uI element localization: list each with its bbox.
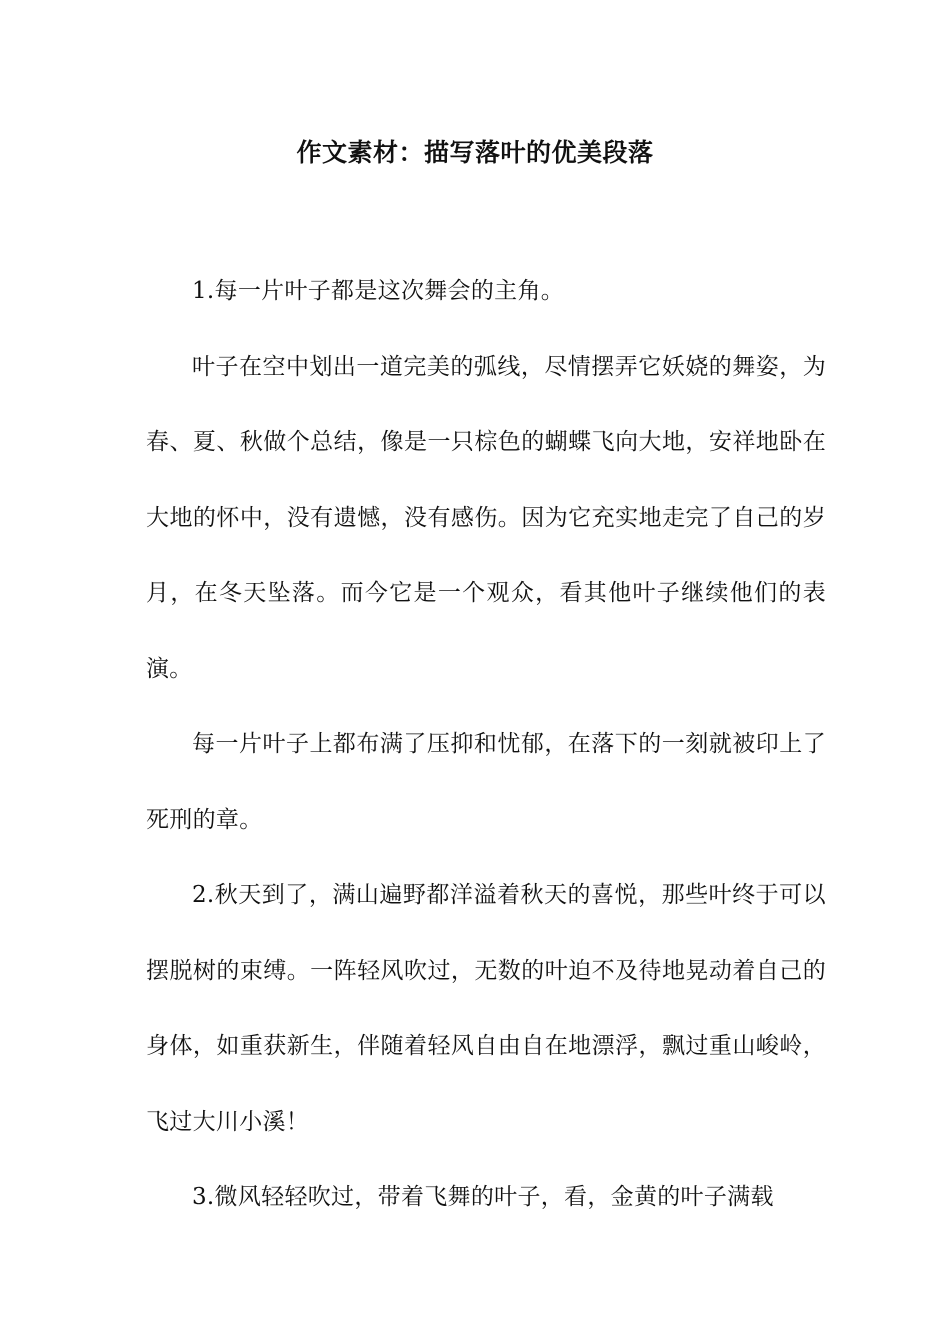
paragraph-1: 1.每一片叶子都是这次舞会的主角。 xyxy=(192,278,565,304)
document-title: 作文素材：描写落叶的优美段落 xyxy=(296,138,654,167)
document-body xyxy=(146,254,826,1236)
paragraph-2: 叶子在空中划出一道完美的弧线，尽情摆弄它妖娆的舞姿，为春、夏、秋做个总结，像是一只棕色的蝴蝶飞向大地，安祥地卧在大地的怀中，没有遗憾，没有感伤。因为它充实地走完了自己的岁月，在冬天坠落。而今它是一个观众，看其他叶子继续他们的表演。 xyxy=(146,353,826,682)
paragraph-3: 每一片叶子上都布满了压抑和忧郁，在落下的一刻就被印上了死刑的章。 xyxy=(146,731,826,833)
paragraph-5: 3.微风轻轻吹过，带着飞舞的叶子，看，金黄的叶子满载 xyxy=(192,1184,774,1210)
paragraph-4: 2.秋天到了，满山遍野都洋溢着秋天的喜悦，那些叶终于可以摆脱树的束缚。一阵轻风吹过，无数的叶迫不及待地晃动着自己的身体，如重获新生，伴随着轻风自由自在地漂浮，飘过重山峻岭，飞过大川小溪！ xyxy=(146,882,826,1135)
